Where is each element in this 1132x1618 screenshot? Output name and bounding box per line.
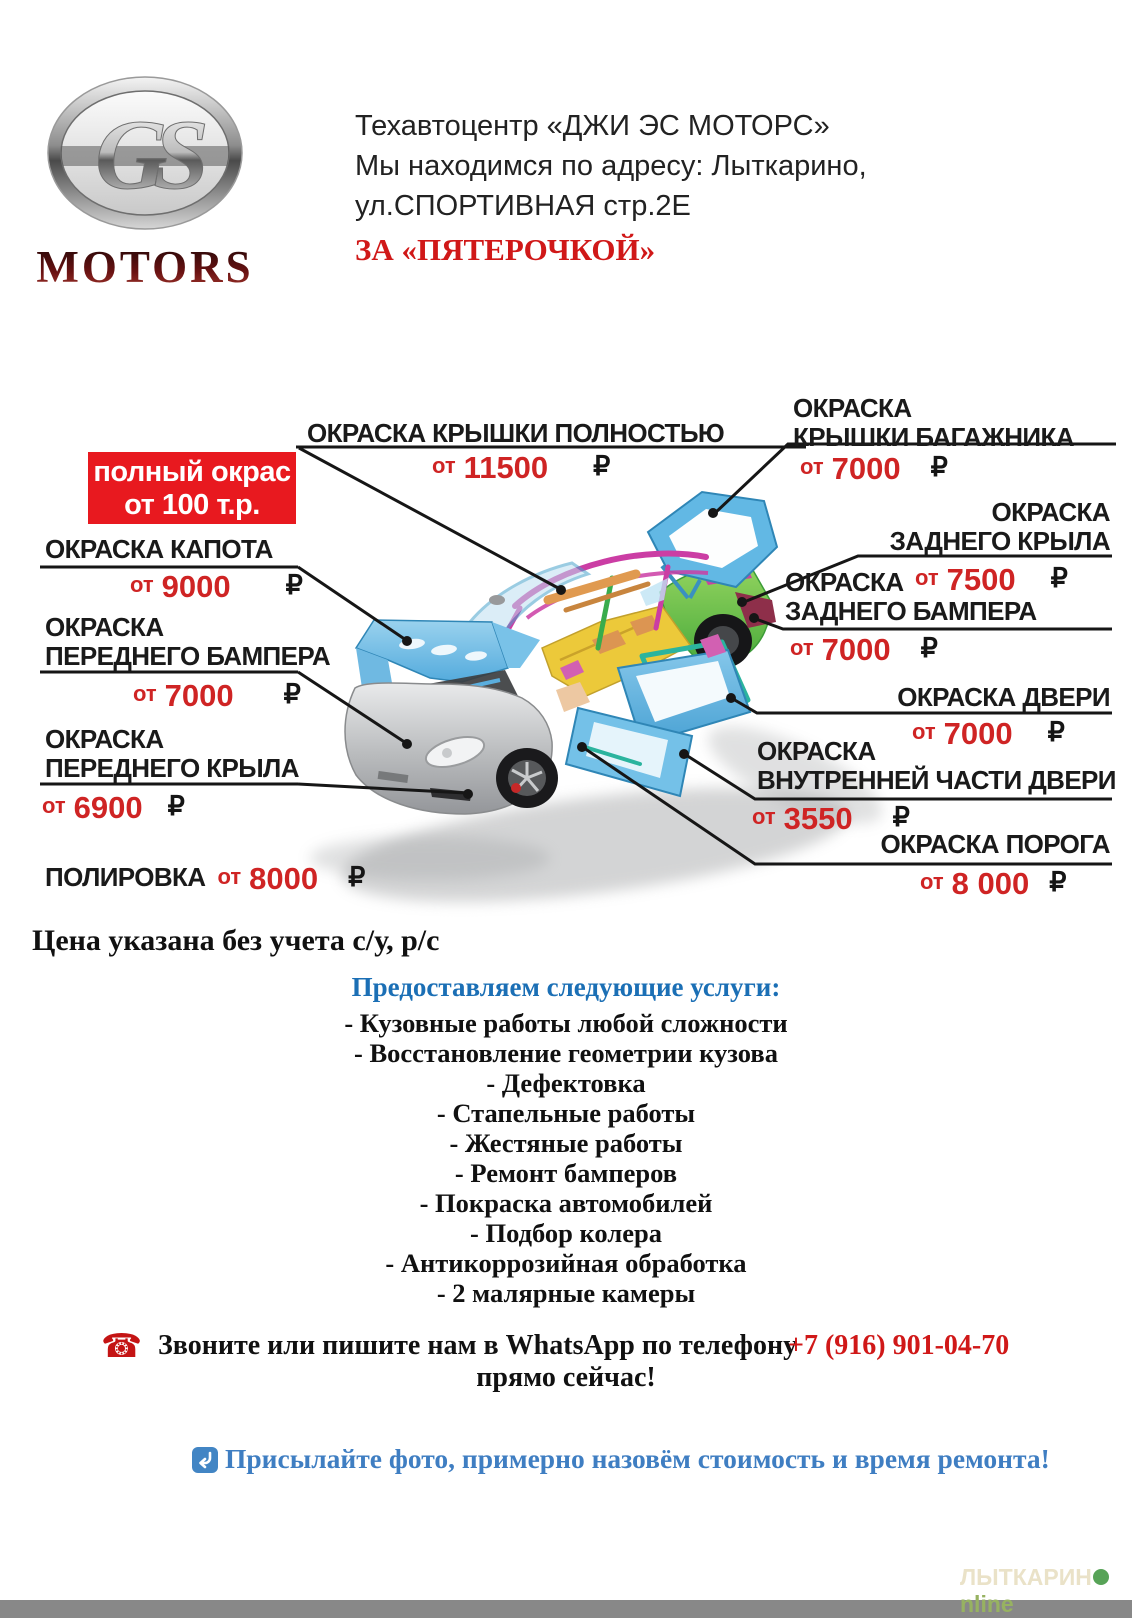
- label-door-inner: ОКРАСКА ВНУТРЕННЕЙ ЧАСТИ ДВЕРИ: [757, 736, 1116, 795]
- car-body: [345, 492, 777, 814]
- service-item: - Ремонт бамперов: [454, 1158, 678, 1188]
- label-trunk-lid: ОКРАСКА КРЫШКИ БАГАЖНИКА: [793, 393, 1074, 452]
- services-heading: Предоставляем следующие услуги:: [351, 972, 781, 1002]
- badge-line-2: от 100 т.р.: [124, 489, 260, 521]
- label-polish: ПОЛИРОВКА: [45, 862, 206, 892]
- service-item: - Жестяные работы: [449, 1128, 683, 1158]
- price-sill: от 8 000 ₽: [920, 866, 1067, 901]
- logo-monogram: GS: [95, 99, 195, 210]
- price-trunk-lid: от 7000 ₽: [800, 451, 948, 486]
- price-hood: от 9000 ₽: [130, 569, 303, 604]
- label-rear-bumper: ОКРАСКА ЗАДНЕГО БАМПЕРА: [785, 567, 1037, 626]
- call-text: Звоните или пишите нам в WhatsApp по телефону: [158, 1330, 798, 1361]
- service-item: - Антикоррозийная обработка: [385, 1248, 747, 1278]
- header-line-2: Мы находимся по адресу: Лыткарино,: [355, 150, 867, 182]
- service-item: - 2 малярные камеры: [436, 1278, 696, 1308]
- service-item: - Покраска автомобилей: [419, 1188, 713, 1218]
- label-rear-fender: ОКРАСКА ЗАДНЕГО КРЫЛА: [889, 497, 1110, 556]
- label-front-bumper: ОКРАСКА ПЕРЕДНЕГО БАМПЕРА: [45, 612, 330, 671]
- label-hood: ОКРАСКА КАПОТА: [45, 534, 273, 564]
- price-door: от 7000 ₽: [912, 716, 1065, 751]
- logo-wordmark: MOTORS: [36, 242, 254, 292]
- price-rear-bumper: от 7000 ₽: [790, 632, 938, 667]
- label-sill: ОКРАСКА ПОРОГА: [880, 829, 1110, 859]
- price-rear-fender: от 7500 ₽: [915, 562, 1068, 597]
- label-front-fender: ОКРАСКА ПЕРЕДНЕГО КРЫЛА: [45, 724, 299, 783]
- label-door: ОКРАСКА ДВЕРИ: [897, 682, 1110, 712]
- badge-line-1: полный окрас: [93, 456, 291, 488]
- phone-icon: ☎: [101, 1327, 143, 1364]
- service-item: - Стапельные работы: [436, 1098, 696, 1128]
- polish-row: ПОЛИРОВКА от 8000 ₽: [45, 861, 366, 896]
- service-item: - Дефектовка: [486, 1068, 646, 1098]
- label-roof: ОКРАСКА КРЫШКИ ПОЛНОСТЬЮ: [307, 418, 725, 448]
- header-line-3: ул.СПОРТИВНАЯ стр.2Е: [355, 190, 691, 222]
- header-landmark: ЗА «ПЯТЕРОЧКОЙ»: [355, 232, 656, 267]
- header-line-1: Техавтоцентр «ДЖИ ЭС МОТОРС»: [355, 110, 830, 142]
- call-now-text: прямо сейчас!: [476, 1362, 656, 1393]
- price-front-fender: от 6900 ₽: [42, 790, 185, 825]
- services-list: [66, 972, 1066, 1308]
- service-item: - Восстановление геометрии кузова: [354, 1038, 778, 1068]
- service-item: - Подбор колера: [470, 1218, 662, 1248]
- watermark: ЛЫТКАРИНnline: [960, 1564, 1132, 1618]
- cta-text: Присылайте фото, примерно назовём стоимость и время ремонта!: [225, 1443, 1050, 1474]
- service-item: - Кузовные работы любой сложности: [344, 1008, 788, 1038]
- reply-photo-icon: [191, 1446, 219, 1474]
- price-note: Цена указана без учета с/у, р/с: [32, 924, 440, 957]
- price-roof: от 11500 ₽: [432, 450, 611, 485]
- watermark-dot-icon: [1093, 1569, 1109, 1585]
- price-front-bumper: от 7000 ₽: [133, 678, 301, 713]
- phone-number: +7 (916) 901-04-70: [788, 1330, 1010, 1361]
- price-door-inner: от 3550 ₽: [752, 801, 910, 836]
- full-paint-badge: [88, 452, 296, 524]
